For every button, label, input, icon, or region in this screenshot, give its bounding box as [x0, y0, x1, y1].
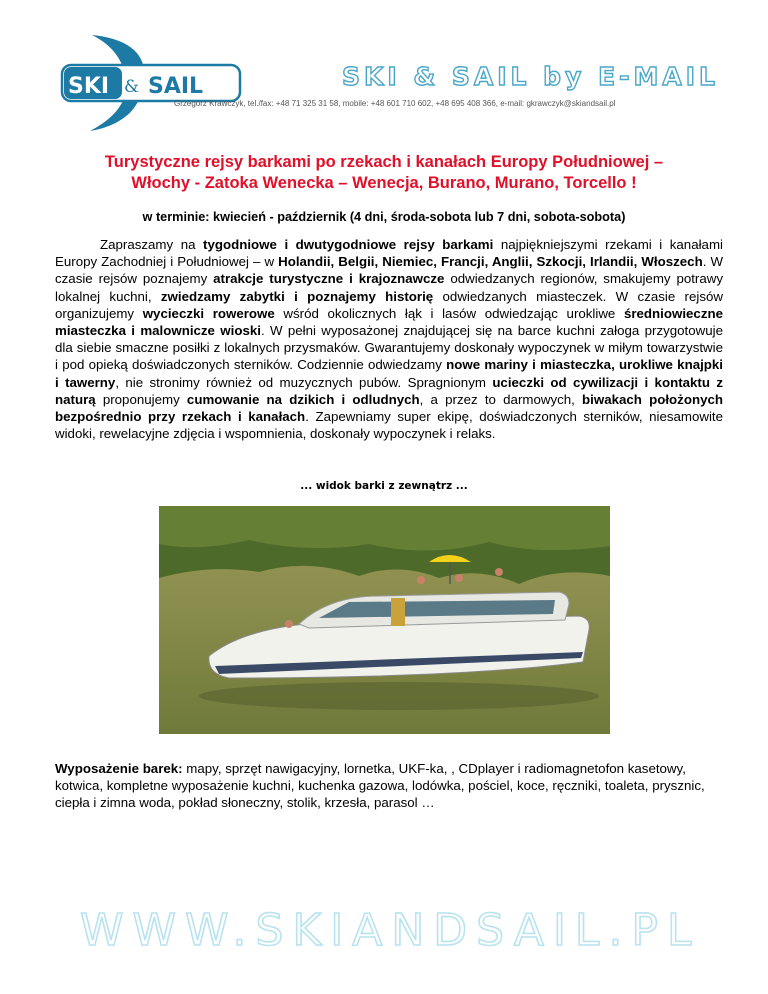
footer-url: WWW.SKIANDSAIL.PL: [80, 905, 701, 956]
intro-text: . W pełni wyposażonej znajdującej się na barce kuchni załoga przygotowuje dla siebie smaczne posiłki z lokalnych przysmaków. Gwarantujemy doskonały wypoczynek w miłym towarzystwie i pod opieką doświadczonych sterników. Codziennie odwiedzamy: [55, 323, 723, 373]
intro-bold: atrakcje turystyczne i krajoznawcze: [213, 271, 445, 287]
intro-text: Zapraszamy na: [100, 237, 204, 252]
equipment-label: Wyposażenie barek:: [55, 761, 183, 776]
intro-bold: ucieczki od cywilizacji i kontaktu z naturą: [55, 374, 723, 407]
wheelhouse-door: [391, 598, 405, 626]
logo: [52, 33, 252, 133]
passenger: [285, 620, 293, 628]
intro-paragraph: [55, 236, 723, 442]
term-dates: w terminie: kwiecień - październik (4 dni, środa-sobota lub 7 dni, sobota-sobota): [142, 210, 626, 224]
logo-ski-text: SKI: [68, 74, 110, 99]
tree-highlights: [159, 506, 610, 551]
intro-text: odwiedzanych regionów, smakujemy potrawy lokalnej kuchni,: [55, 271, 724, 304]
intro-text: . Zapewniamy super ekipę, doświadczonych sterników, niesamowite widoki, rewelacyjne zdjęcia i wspomnienia, doskonały wypoczynek i relaks.: [55, 409, 723, 442]
passenger: [417, 576, 425, 584]
intro-text: najpiękniejszymi rzekami i kanałami Europy Zachodniej i Południowej – w: [55, 237, 723, 270]
intro-text: . W czasie rejsów poznajemy: [55, 254, 723, 287]
intro-bold: zwiedzamy zabytki i poznajemy historię: [160, 288, 434, 304]
logo-amp-text: &: [124, 77, 140, 97]
intro-text: odwiedzanych miasteczek. W czasie rejsów organizujemy: [55, 288, 723, 321]
intro-text: wśród okolicznych łąk i lasów odwiedzając urokliwe: [274, 305, 624, 321]
boat-reflection: [199, 682, 599, 710]
intro-bold: nowe mariny i miasteczka, urokliwe knajpki i tawerny: [55, 357, 723, 390]
equipment-text: mapy, sprzęt nawigacyjny, lornetka, UKF-ka, , CDplayer i radiomagnetofon kasetowy, kotwica, kompletne wyposażenie kuchni, kuchenka gazowa, lodówka, pościel, koce, ręczniki, toaleta, prysznic, ciepła i zimna woda, pokład słoneczny, stolik, krzesła, parasol …: [55, 761, 705, 811]
intro-text: , nie stronimy również od muzycznych pubów. Spragnionym: [115, 374, 493, 390]
intro-bold: wycieczki rowerowe: [142, 305, 275, 321]
passenger: [495, 568, 503, 576]
equipment-paragraph: [55, 760, 723, 812]
header-contact-line: Grzegorz Krawczyk, tel./fax: +48 71 325 31 58, mobile: +48 601 710 602, +48 695 408 366, e-mail: gkrawczyk@skiandsail.pl: [174, 99, 616, 108]
page-title-line-1: Turystyczne rejsy barkami po rzekach i kanałach Europy Południowej –: [104, 153, 664, 171]
intro-bold: tygodniowe i dwutygodniowe rejsy barkami: [203, 237, 494, 252]
intro-text: , a przez to darmowych,: [419, 391, 583, 407]
intro-bold: średniowieczne miasteczka i malownicze wioski: [55, 305, 723, 339]
header-wordmark: SKI & SAIL by E-MAIL: [342, 62, 719, 91]
intro-text: proponujemy: [95, 391, 187, 407]
intro-bold: Holandii, Belgii, Niemiec, Francji, Anglii, Szkocji, Irlandii, Włoszech: [278, 254, 703, 270]
passenger: [455, 574, 463, 582]
intro-bold: biwakach położonych bezpośrednio przy rzekach i kanałach: [55, 391, 723, 425]
photo-caption: ... widok barki z zewnątrz ...: [300, 480, 468, 492]
page-title-line-2: Włochy - Zatoka Wenecka – Wenecja, Burano, Murano, Torcello !: [131, 174, 637, 192]
barge-photo: [159, 506, 610, 734]
intro-bold: cumowanie na dzikich i odludnych: [186, 391, 420, 407]
logo-sail-text: SAIL: [148, 74, 204, 99]
